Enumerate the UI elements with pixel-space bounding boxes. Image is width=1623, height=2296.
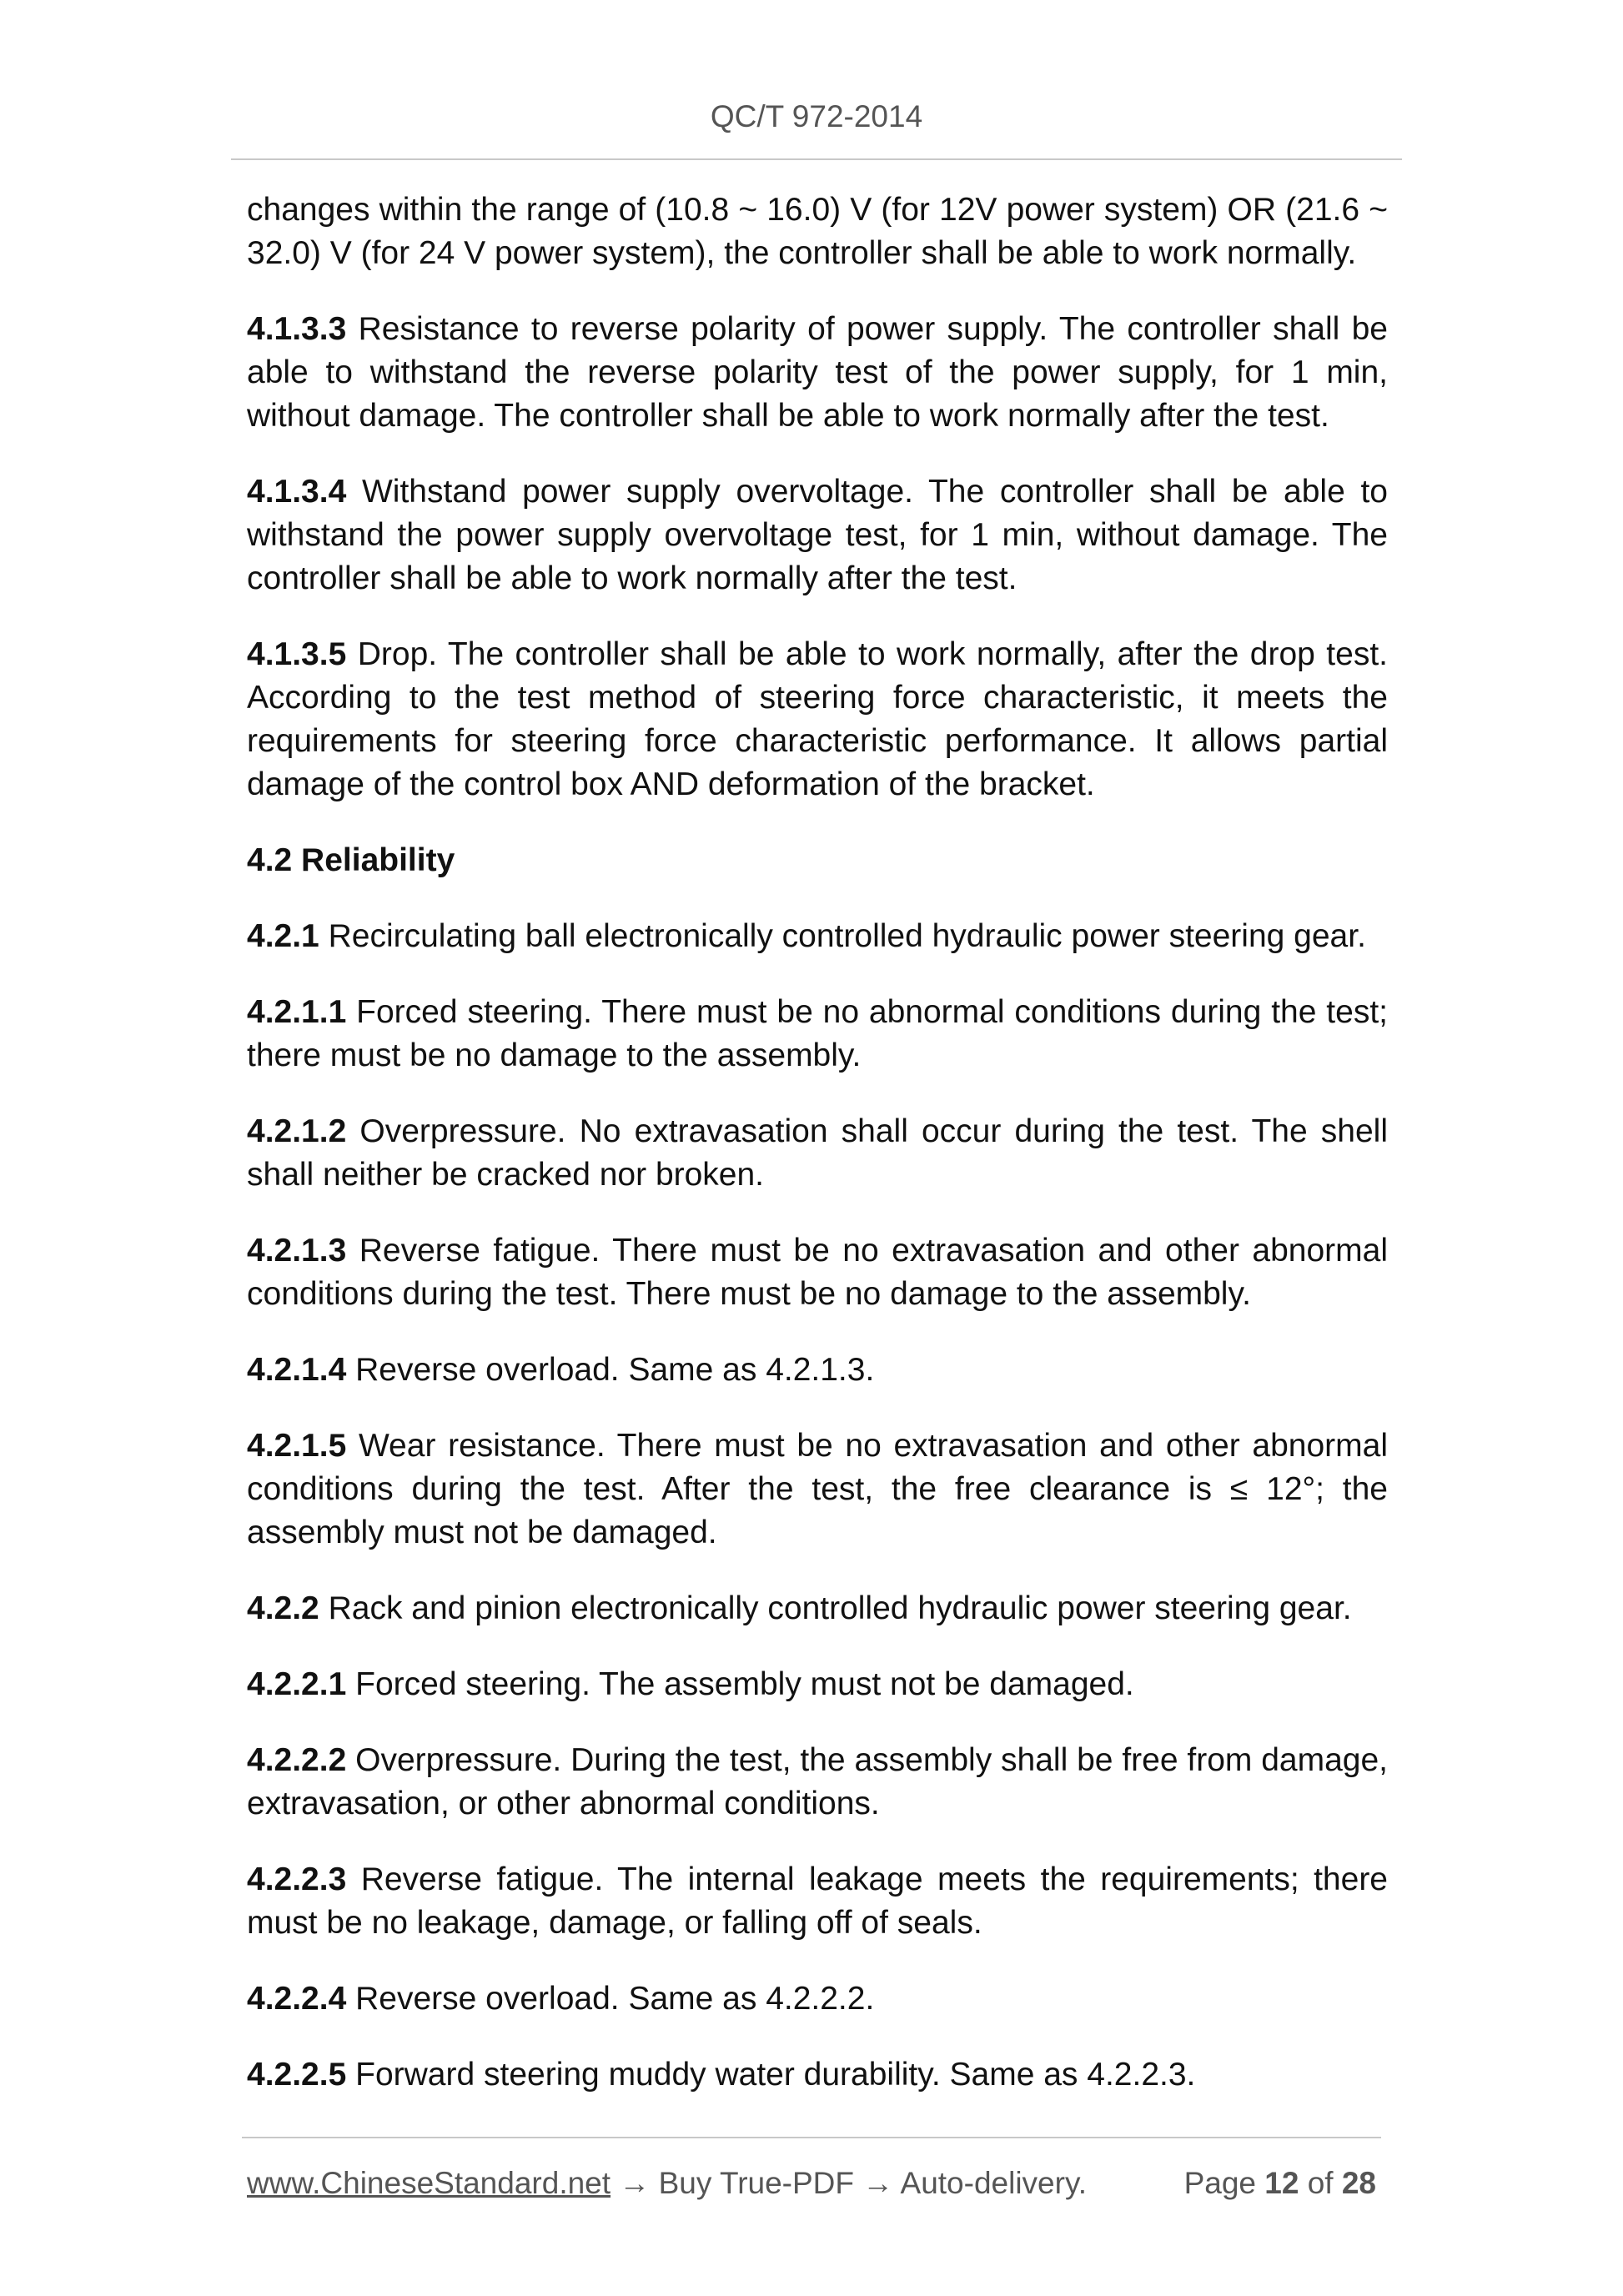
clause-4-2-2-3 bbox=[247, 1858, 1388, 1945]
clause-text: Overpressure. During the test, the assembly shall be free from damage, extravasation, or other abnormal conditions. bbox=[247, 1742, 1388, 1821]
clause-4-2-1 bbox=[247, 915, 1388, 958]
page-header bbox=[231, 93, 1402, 160]
clause-4-2-1-4 bbox=[247, 1349, 1388, 1392]
clause-text: Reverse fatigue. The internal leakage meets the requirements; there must be no leakage, damage, or falling off of seals. bbox=[247, 1861, 1388, 1941]
clause-number: 4.2.1.3 bbox=[247, 1233, 347, 1269]
clause-number: 4.2.2.4 bbox=[247, 1981, 347, 2017]
page-word: Page bbox=[1183, 2166, 1256, 2200]
clause-text: Reverse overload. Same as 4.2.1.3. bbox=[355, 1352, 875, 1388]
clause-4-2-2 bbox=[247, 1587, 1388, 1630]
clause-4-2-1-1 bbox=[247, 991, 1388, 1078]
clause-number: 4.1.3.3 bbox=[247, 311, 347, 347]
page-current: 12 bbox=[1264, 2166, 1299, 2200]
clause-text: Withstand power supply overvoltage. The controller shall be able to withstand the power supply overvoltage test, for 1 min, without damage. The controller shall be able to work normally after the test. bbox=[247, 474, 1388, 596]
clause-4-2-2-1 bbox=[247, 1663, 1388, 1706]
clause-4-2-1-5 bbox=[247, 1424, 1388, 1555]
clause-number: 4.1.3.5 bbox=[247, 636, 347, 672]
page-footer bbox=[247, 2160, 1376, 2207]
clause-text: Reverse fatigue. There must be no extravasation and other abnormal conditions during the test. There must be no damage to the assembly. bbox=[247, 1233, 1388, 1312]
section-heading: 4.2 Reliability bbox=[247, 842, 455, 878]
clause-4-1-3-5 bbox=[247, 633, 1388, 806]
clause-4-2-1-2 bbox=[247, 1110, 1388, 1197]
clause-text: Wear resistance. There must be no extravasation and other abnormal conditions during the test. After the test, the free clearance is ≤ 12°; the assembly must not be damaged. bbox=[247, 1428, 1388, 1550]
document-id: QC/T 972-2014 bbox=[710, 99, 923, 133]
clause-4-2-1-3 bbox=[247, 1229, 1388, 1316]
clause-text: Recirculating ball electronically controlled hydraulic power steering gear. bbox=[328, 918, 1366, 954]
document-body bbox=[247, 188, 1388, 2129]
clause-4-1-3-3 bbox=[247, 308, 1388, 438]
page-total: 28 bbox=[1341, 2166, 1376, 2200]
clause-text: Reverse overload. Same as 4.2.2.2. bbox=[355, 1981, 875, 2017]
clause-text: Forced steering. There must be no abnormal conditions during the test; there must be no damage to the assembly. bbox=[247, 994, 1388, 1073]
clause-text: Forced steering. The assembly must not be damaged. bbox=[355, 1666, 1134, 1702]
clause-number: 4.2.2.3 bbox=[247, 1861, 347, 1897]
clause-number: 4.2.2.2 bbox=[247, 1742, 347, 1778]
clause-text: Overpressure. No extravasation shall occur during the test. The shell shall neither be cracked nor broken. bbox=[247, 1113, 1388, 1193]
intro-paragraph: changes within the range of (10.8 ~ 16.0) V (for 12V power system) OR (21.6 ~ 32.0) V (for 24 V power system), the controller shall be able to work normally. bbox=[247, 192, 1388, 271]
footer-divider bbox=[242, 2137, 1381, 2138]
clause-4-1-3-4 bbox=[247, 470, 1388, 600]
clause-number: 4.2.1.4 bbox=[247, 1352, 347, 1388]
clause-number: 4.2.1.5 bbox=[247, 1428, 347, 1464]
clause-text: Drop. The controller shall be able to work normally, after the drop test. According to the test method of steering force characteristic, it meets the requirements for steering force characteristic performance. It allows partial damage of the control box AND deformation of the bracket. bbox=[247, 636, 1388, 802]
of-word: of bbox=[1307, 2166, 1334, 2200]
clause-number: 4.2.2.1 bbox=[247, 1666, 347, 1702]
clause-number: 4.2.2.5 bbox=[247, 2057, 347, 2093]
clause-4-2-2-4 bbox=[247, 1977, 1388, 2021]
clause-4-2-2-2 bbox=[247, 1739, 1388, 1826]
clause-number: 4.2.2 bbox=[247, 1590, 319, 1626]
clause-text: Rack and pinion electronically controlled hydraulic power steering gear. bbox=[328, 1590, 1352, 1626]
clause-text: Forward steering muddy water durability. Same as 4.2.2.3. bbox=[355, 2057, 1196, 2093]
clause-number: 4.2.1.2 bbox=[247, 1113, 347, 1149]
clause-number: 4.2.1.1 bbox=[247, 994, 347, 1030]
site-link[interactable]: www.ChineseStandard.net bbox=[247, 2166, 611, 2200]
footer-promo bbox=[247, 2160, 1087, 2207]
clause-text: Resistance to reverse polarity of power supply. The controller shall be able to withstand the reverse polarity test of the power supply, for 1 min, without damage. The controller shall be able to work normally after the test. bbox=[247, 311, 1388, 434]
clause-number: 4.1.3.4 bbox=[247, 474, 347, 510]
clause-number: 4.2.1 bbox=[247, 918, 319, 954]
page-counter bbox=[1184, 2160, 1376, 2207]
clause-4-2-2-5 bbox=[247, 2053, 1388, 2097]
promo-text: → Buy True-PDF → Auto-delivery. bbox=[611, 2166, 1087, 2200]
